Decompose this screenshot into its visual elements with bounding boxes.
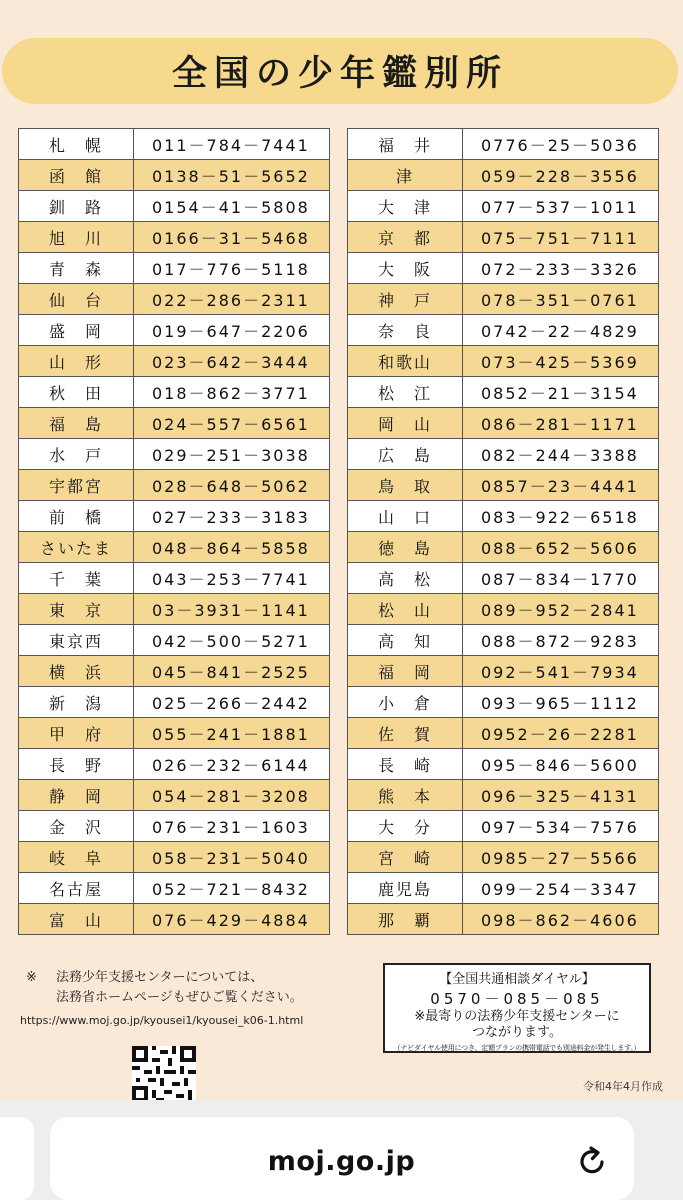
phone-number[interactable]: 029－251－3038 [134, 439, 330, 470]
facility-name: 福 島 [19, 408, 134, 439]
phone-number[interactable]: 011－784－7441 [134, 129, 330, 160]
facility-name: 小 倉 [348, 687, 463, 718]
phone-number[interactable]: 0857－23－4441 [463, 470, 659, 501]
facility-name: 松 山 [348, 594, 463, 625]
note-mark: ※ [26, 970, 37, 985]
table-row [19, 129, 330, 160]
table-row [19, 563, 330, 594]
facility-name: 名古屋 [19, 873, 134, 904]
table-row [19, 470, 330, 501]
note-line-1: 法務少年支援センターについては、 [56, 970, 264, 985]
phone-number[interactable]: 043－253－7741 [134, 563, 330, 594]
phone-number[interactable]: 093－965－1112 [463, 687, 659, 718]
facility-name: 松 江 [348, 377, 463, 408]
facility-name: 福 井 [348, 129, 463, 160]
consultation-dial-box [383, 963, 651, 1053]
facility-name: 奈 良 [348, 315, 463, 346]
support-center-note [26, 968, 303, 1008]
phone-number[interactable]: 086－281－1171 [463, 408, 659, 439]
facility-name: 高 知 [348, 625, 463, 656]
facility-name: 大 津 [348, 191, 463, 222]
note-line-2: 法務省ホームページもぜひご覧ください。 [56, 990, 303, 1005]
phone-number[interactable]: 052－721－8432 [134, 873, 330, 904]
table-row [19, 718, 330, 749]
phone-number[interactable]: 028－648－5062 [134, 470, 330, 501]
note-url-link[interactable]: https://www.moj.go.jp/kyousei1/kyousei_k06-1.html [20, 1014, 304, 1027]
table-row [348, 904, 659, 935]
facility-name: 函 館 [19, 160, 134, 191]
table-row [19, 780, 330, 811]
facility-name: 大 阪 [348, 253, 463, 284]
table-row [348, 408, 659, 439]
table-row [19, 873, 330, 904]
phone-number[interactable]: 075－751－7111 [463, 222, 659, 253]
table-row [348, 501, 659, 532]
facility-name: 福 岡 [348, 656, 463, 687]
facility-name: 宇都宮 [19, 470, 134, 501]
directory-table-right [347, 128, 659, 935]
table-row [19, 191, 330, 222]
phone-number[interactable]: 058－231－5040 [134, 842, 330, 873]
table-row [348, 563, 659, 594]
phone-number[interactable]: 0154－41－5808 [134, 191, 330, 222]
table-row [348, 160, 659, 191]
facility-name: 新 潟 [19, 687, 134, 718]
facility-name: 山 形 [19, 346, 134, 377]
facility-name: 長 崎 [348, 749, 463, 780]
table-row [348, 470, 659, 501]
facility-name: 山 口 [348, 501, 463, 532]
table-row [348, 253, 659, 284]
qr-code-icon[interactable] [132, 1046, 196, 1102]
table-row [348, 439, 659, 470]
phone-number[interactable]: 019－647－2206 [134, 315, 330, 346]
table-row [19, 594, 330, 625]
facility-name: 那 覇 [348, 904, 463, 935]
phone-number[interactable]: 042－500－5271 [134, 625, 330, 656]
facility-name: 千 葉 [19, 563, 134, 594]
table-row [19, 656, 330, 687]
facility-name: 広 島 [348, 439, 463, 470]
table-row [348, 377, 659, 408]
phone-number[interactable]: 024－557－6561 [134, 408, 330, 439]
facility-name: 鳥 取 [348, 470, 463, 501]
facility-name: 釧 路 [19, 191, 134, 222]
phone-number[interactable]: 0742－22－4829 [463, 315, 659, 346]
facility-name: 神 戸 [348, 284, 463, 315]
facility-name: 旭 川 [19, 222, 134, 253]
phone-number[interactable]: 054－281－3208 [134, 780, 330, 811]
facility-name: 熊 本 [348, 780, 463, 811]
facility-name: 大 分 [348, 811, 463, 842]
phone-number[interactable]: 022－286－2311 [134, 284, 330, 315]
table-row [348, 594, 659, 625]
phone-number[interactable]: 0985－27－5566 [463, 842, 659, 873]
facility-name: 和歌山 [348, 346, 463, 377]
phone-number[interactable]: 076－231－1603 [134, 811, 330, 842]
facility-name: 前 橋 [19, 501, 134, 532]
facility-name: 宮 崎 [348, 842, 463, 873]
table-row [348, 780, 659, 811]
phone-number[interactable]: 087－834－1770 [463, 563, 659, 594]
table-row [19, 284, 330, 315]
phone-number[interactable]: 018－862－3771 [134, 377, 330, 408]
table-row [19, 253, 330, 284]
facility-name: 甲 府 [19, 718, 134, 749]
phone-number[interactable]: 03－3931－1141 [134, 594, 330, 625]
table-row [348, 687, 659, 718]
table-row [348, 129, 659, 160]
facility-name: 盛 岡 [19, 315, 134, 346]
facility-name: 岐 阜 [19, 842, 134, 873]
table-row [19, 315, 330, 346]
phone-number[interactable]: 083－922－6518 [463, 501, 659, 532]
table-row [19, 625, 330, 656]
phone-number[interactable]: 0166－31－5468 [134, 222, 330, 253]
table-row [348, 346, 659, 377]
phone-number[interactable]: 092－541－7934 [463, 656, 659, 687]
phone-number[interactable]: 025－266－2442 [134, 687, 330, 718]
created-date: 令和4年4月作成 [583, 1080, 663, 1093]
table-row [19, 501, 330, 532]
phone-number[interactable]: 0776－25－5036 [463, 129, 659, 160]
facility-name: 横 浜 [19, 656, 134, 687]
phone-number[interactable]: 099－254－3347 [463, 873, 659, 904]
phone-number[interactable]: 095－846－5600 [463, 749, 659, 780]
table-row [19, 346, 330, 377]
table-row [19, 408, 330, 439]
facility-name: さいたま [19, 532, 134, 563]
table-row [348, 191, 659, 222]
page-title-banner [2, 38, 678, 104]
facility-name: 徳 島 [348, 532, 463, 563]
dial-line-2: つながります。 [472, 1025, 562, 1040]
phone-number[interactable]: 096－325－4131 [463, 780, 659, 811]
facility-name: 富 山 [19, 904, 134, 935]
facility-name: 鹿児島 [348, 873, 463, 904]
facility-name: 岡 山 [348, 408, 463, 439]
reload-icon[interactable] [574, 1143, 610, 1179]
phone-number[interactable]: 097－534－7576 [463, 811, 659, 842]
phone-number[interactable]: 089－952－2841 [463, 594, 659, 625]
table-row [348, 718, 659, 749]
table-row [19, 842, 330, 873]
table-row [19, 904, 330, 935]
phone-number[interactable]: 048－864－5858 [134, 532, 330, 563]
table-row [19, 749, 330, 780]
phone-number[interactable]: 0952－26－2281 [463, 718, 659, 749]
phone-number[interactable]: 0852－21－3154 [463, 377, 659, 408]
phone-number[interactable]: 076－429－4884 [134, 904, 330, 935]
facility-name: 静 岡 [19, 780, 134, 811]
phone-number[interactable]: 078－351－0761 [463, 284, 659, 315]
page-title: 全国の少年鑑別所 [171, 54, 508, 94]
dial-fee-note: （ナビダイヤル使用につき、定額プランの携帯電話でも別途料金が発生します。） [393, 1044, 641, 1052]
phone-number[interactable]: 059－228－3556 [463, 160, 659, 191]
facility-name: 秋 田 [19, 377, 134, 408]
table-row [348, 284, 659, 315]
facility-name: 長 野 [19, 749, 134, 780]
table-row [348, 811, 659, 842]
table-row [348, 532, 659, 563]
phone-number[interactable]: 017－776－5118 [134, 253, 330, 284]
table-row [19, 439, 330, 470]
facility-name: 京 都 [348, 222, 463, 253]
phone-number[interactable]: 082－244－3388 [463, 439, 659, 470]
dial-number[interactable]: 0570－085－085 [430, 990, 604, 1008]
phone-number[interactable]: 0138－51－5652 [134, 160, 330, 191]
table-row [348, 222, 659, 253]
facility-name: 水 戸 [19, 439, 134, 470]
table-row [348, 656, 659, 687]
facility-name: 高 松 [348, 563, 463, 594]
phone-number[interactable]: 088－652－5606 [463, 532, 659, 563]
facility-name: 金 沢 [19, 811, 134, 842]
phone-number[interactable]: 088－872－9283 [463, 625, 659, 656]
phone-number[interactable]: 027－233－3183 [134, 501, 330, 532]
phone-number[interactable]: 098－862－4606 [463, 904, 659, 935]
facility-name: 津 [348, 160, 463, 191]
table-row [348, 625, 659, 656]
table-row [19, 377, 330, 408]
table-row [348, 873, 659, 904]
phone-number[interactable]: 072－233－3326 [463, 253, 659, 284]
table-row [19, 160, 330, 191]
directory-table-left [18, 128, 330, 935]
phone-number[interactable]: 023－642－3444 [134, 346, 330, 377]
table-row [19, 222, 330, 253]
phone-number[interactable]: 073－425－5369 [463, 346, 659, 377]
facility-name: 仙 台 [19, 284, 134, 315]
phone-number[interactable]: 077－537－1011 [463, 191, 659, 222]
table-row [348, 749, 659, 780]
phone-number[interactable]: 055－241－1881 [134, 718, 330, 749]
dial-title: 【全国共通相談ダイヤル】 [439, 972, 595, 987]
address-bar-url[interactable]: moj.go.jp [267, 1146, 416, 1177]
table-row [348, 315, 659, 346]
phone-number[interactable]: 026－232－6144 [134, 749, 330, 780]
facility-name: 札 幌 [19, 129, 134, 160]
phone-number[interactable]: 045－841－2525 [134, 656, 330, 687]
facility-name: 東京西 [19, 625, 134, 656]
table-row [19, 687, 330, 718]
facility-name: 佐 賀 [348, 718, 463, 749]
facility-name: 青 森 [19, 253, 134, 284]
table-row [19, 532, 330, 563]
facility-name: 東 京 [19, 594, 134, 625]
table-row [19, 811, 330, 842]
table-row [348, 842, 659, 873]
dial-line-1: ※最寄りの法務少年支援センターに [414, 1009, 620, 1024]
